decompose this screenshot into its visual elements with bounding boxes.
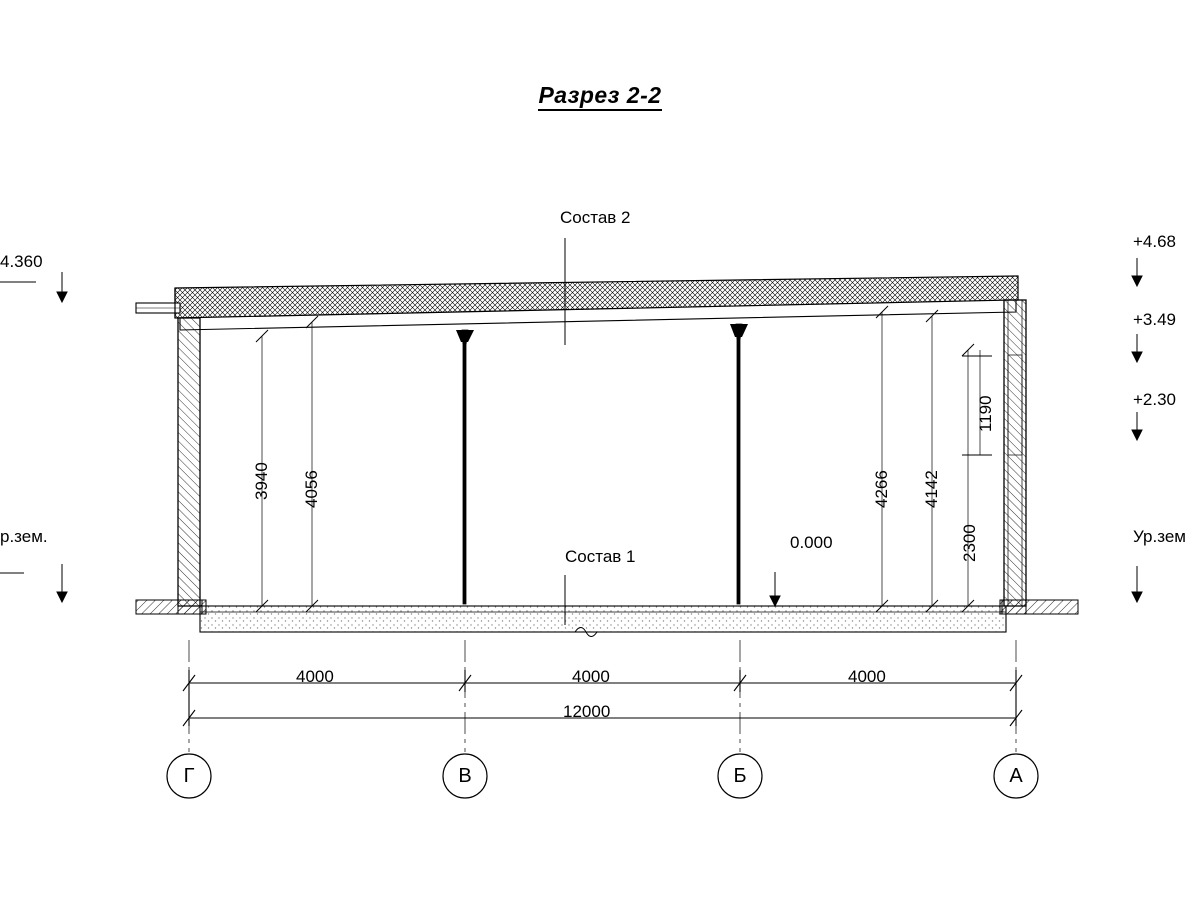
- dim-bay-1: 4000: [296, 667, 334, 686]
- dim-vertical-right-4: 2300: [960, 524, 979, 562]
- grid-label-g: Г: [183, 765, 195, 787]
- dim-total: 12000: [563, 702, 611, 721]
- dim-vertical-right-3: 1190: [976, 395, 995, 432]
- dim-vertical-right-1: 4266: [872, 470, 891, 508]
- label-right-level-2: +3.49: [1133, 310, 1177, 329]
- floor-slab: [136, 600, 1078, 637]
- dim-vertical-left-1: 3940: [252, 462, 271, 500]
- dim-vertical-left-2: 4056: [302, 470, 321, 508]
- label-zero-level: 0.000: [790, 533, 833, 552]
- grid-label-a: А: [1009, 765, 1023, 787]
- grid-label-v: В: [458, 765, 472, 787]
- label-left-level-top: 4.360: [0, 252, 43, 271]
- grid-label-b: Б: [733, 765, 747, 787]
- left-level-marks: [0, 272, 67, 602]
- label-right-level-1: +4.68: [1133, 232, 1177, 251]
- label-floor-buildup: Состав 1: [565, 547, 636, 566]
- label-roof-buildup: Состав 2: [560, 208, 631, 227]
- dim-bay-2: 4000: [572, 667, 610, 686]
- label-right-level-3: +2.30: [1133, 390, 1177, 409]
- drawing-title-text: Разрез 2-2: [538, 82, 661, 111]
- roof-assembly: [136, 276, 1018, 330]
- label-right-ground: Ур.зем: [1133, 527, 1186, 546]
- dim-bay-3: 4000: [848, 667, 886, 686]
- label-left-ground: р.зем.: [0, 527, 48, 546]
- dim-vertical-right-2: 4142: [922, 470, 941, 508]
